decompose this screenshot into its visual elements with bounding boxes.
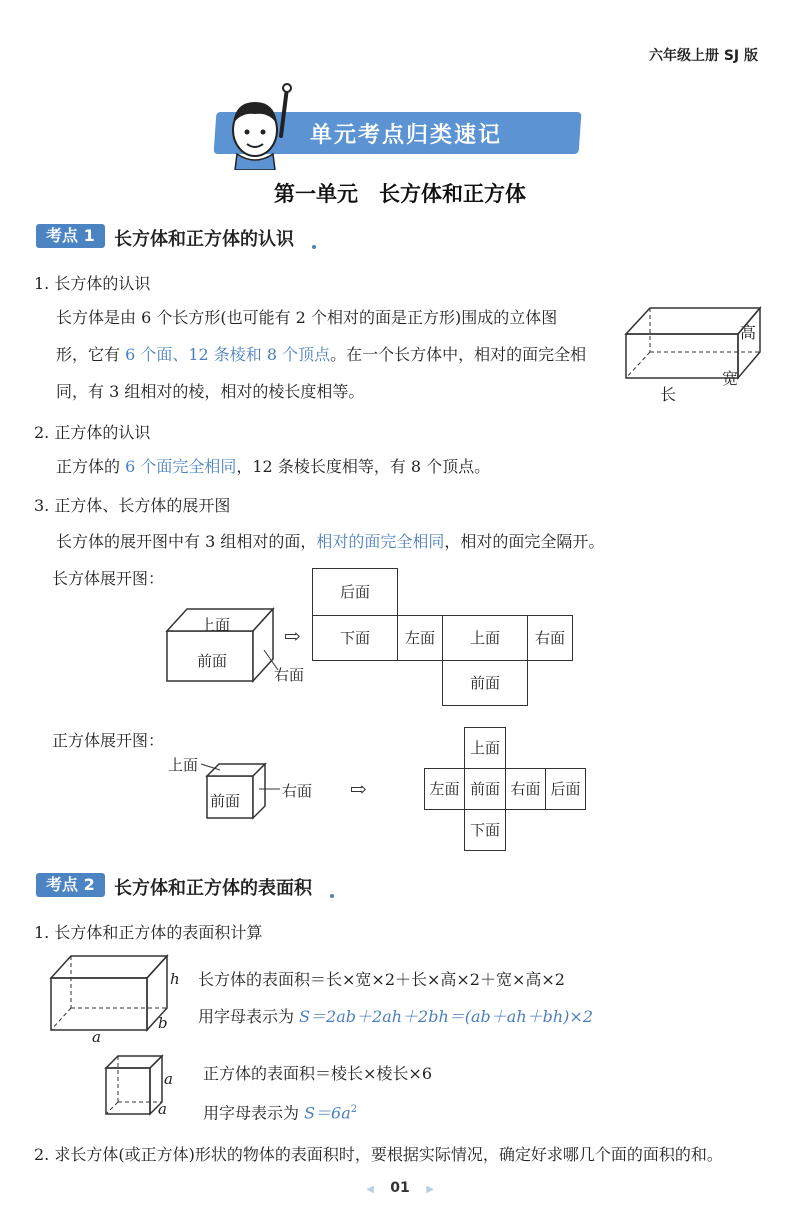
s1-item3-line-pre: 长方体的展开图中有 3 组相对的面， <box>56 532 317 551</box>
cuboid-a-label: a <box>92 1028 101 1046</box>
section2-title: 长方体和正方体的表面积 <box>114 878 312 899</box>
cuboid-surface-formula: 长方体的表面积＝长×宽×2＋长×高×2＋宽×高×2 <box>198 970 565 989</box>
cuboid-length-label: 长 <box>660 385 677 404</box>
s2-item1-heading: 1. 长方体和正方体的表面积计算 <box>34 923 263 942</box>
cuboid3d-right-label: 右面 <box>274 666 305 684</box>
s1-item2-line-highlight: 6 个面完全相同 <box>125 457 237 476</box>
cube-net-left: 左面 <box>424 768 465 810</box>
cuboid-net-left: 左面 <box>397 615 443 661</box>
s1-item1-line2-post: 。在一个长方体中，相对的面完全相 <box>330 345 587 364</box>
s1-item1-line3: 同，有 3 组相对的棱，相对的棱长度相等。 <box>56 382 365 401</box>
cuboid-surface-letters <box>198 1006 593 1028</box>
cube-net-top: 上面 <box>464 727 506 769</box>
cube-surface-letters <box>203 1099 357 1124</box>
cuboid-height-label: 高 <box>740 323 757 342</box>
s1-item3-line-post: ，相对的面完全隔开。 <box>444 532 605 551</box>
cube-surface-formula: 正方体的表面积＝棱长×棱长×6 <box>203 1064 432 1083</box>
footer-pager <box>0 1180 800 1196</box>
cuboid-net-bottom: 下面 <box>312 615 398 661</box>
cuboid-net-front: 前面 <box>442 660 528 706</box>
unit-title: 第一单元 长方体和正方体 <box>274 182 526 206</box>
cube-net-right: 右面 <box>505 768 546 810</box>
cube-net-label: 正方体展开图： <box>52 731 165 750</box>
cube-letters-highlight: S＝6a <box>304 1103 351 1123</box>
cuboid-net-back: 后面 <box>312 568 398 616</box>
cube3d-right-label: 右面 <box>282 782 313 800</box>
section2-dot <box>330 894 334 898</box>
s1-item1-heading: 1. 长方体的认识 <box>34 274 151 293</box>
section1-badge: 考点 1 <box>36 224 105 248</box>
section1-dot <box>312 245 316 249</box>
s1-item1-line2 <box>56 344 586 366</box>
cuboid3d-top-label: 上面 <box>200 616 231 634</box>
cuboid-net-label: 长方体展开图： <box>52 569 165 588</box>
cube-net-front: 前面 <box>464 768 506 810</box>
s1-item3-line-highlight: 相对的面完全相同 <box>316 532 445 551</box>
cuboid-net-top: 上面 <box>442 615 528 661</box>
s1-item3-line <box>56 531 604 553</box>
cuboid-width-label: 宽 <box>722 369 739 388</box>
prev-arrow-icon: ◀ <box>366 1184 374 1195</box>
s1-item3-heading: 3. 正方体、长方体的展开图 <box>34 496 231 515</box>
cube-net-back: 后面 <box>545 768 586 810</box>
cube-letters-sup: 2 <box>350 1104 358 1115</box>
banner-title: 单元考点归类速记 <box>310 123 503 148</box>
s1-item1-line2-pre: 形，它有 <box>56 345 126 364</box>
section2-badge: 考点 2 <box>36 873 105 897</box>
s1-item1-line2-highlight: 6 个面、12 条棱和 8 个顶点 <box>125 345 331 364</box>
cube3d-top-label: 上面 <box>168 756 199 774</box>
cube-net-arrow-icon: ⇨ <box>350 777 367 801</box>
cuboid-diagram <box>620 300 780 400</box>
s1-item2-line-post: ，12 条棱长度相等，有 8 个顶点。 <box>236 457 491 476</box>
mascot-icon <box>225 80 295 170</box>
s1-item2-line-pre: 正方体的 <box>56 457 126 476</box>
cuboid3d-front-label: 前面 <box>197 652 228 670</box>
s2-item2-line: 2. 求长方体(或正方体)形状的物体的表面积时，要根据实际情况，确定好求哪几个面的面积的和。 <box>34 1145 723 1164</box>
cuboid-net-arrow-icon: ⇨ <box>284 624 301 648</box>
s1-item1-line1: 长方体是由 6 个长方形(也可能有 2 个相对的面是正方形)围成的立体图 <box>56 308 558 327</box>
cuboid-b-label: b <box>158 1014 168 1032</box>
page-number: 01 <box>390 1180 410 1196</box>
cuboid-net-right: 右面 <box>527 615 573 661</box>
s1-item2-heading: 2. 正方体的认识 <box>34 423 151 442</box>
cube-letters-pre: 用字母表示为 <box>203 1103 305 1123</box>
s1-item2-line <box>56 456 490 478</box>
cube3d-top-pointer <box>200 762 222 772</box>
cuboid-letters-pre: 用字母表示为 <box>198 1007 300 1026</box>
cube3d-front-label: 前面 <box>210 792 241 810</box>
cuboid-letters-highlight: S＝2ab＋2ah＋2bh＝(ab＋ah＋bh)×2 <box>299 1007 594 1026</box>
section1-title: 长方体和正方体的认识 <box>114 229 294 250</box>
next-arrow-icon: ▶ <box>426 1184 434 1195</box>
cube-a-label-bottom: a <box>158 1100 167 1118</box>
grade-edition-label: 六年级上册 SJ 版 <box>648 48 758 64</box>
cube3d-right-pointer <box>258 784 282 794</box>
cube-net-bottom: 下面 <box>464 809 506 851</box>
cube-a-label-right: a <box>164 1070 173 1088</box>
cuboid-h-label: h <box>170 970 180 988</box>
